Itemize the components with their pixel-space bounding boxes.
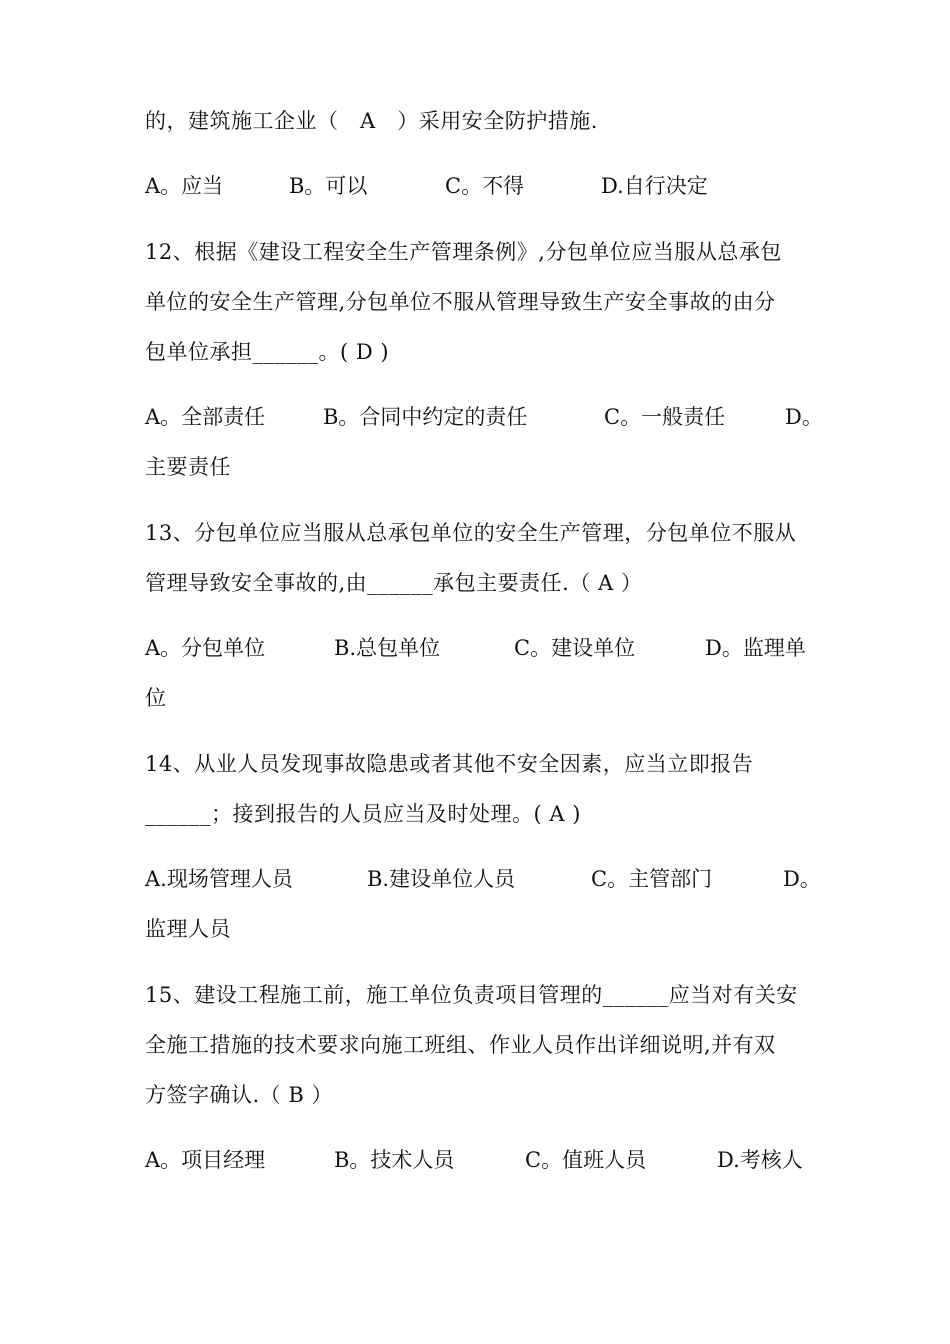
option-d: D。 xyxy=(785,405,823,429)
option-b: B。可以 xyxy=(289,174,368,198)
question-14-options xyxy=(145,864,821,894)
option-d: D。监理单 xyxy=(705,636,806,660)
option-d: D.自行决定 xyxy=(601,174,708,198)
option-c: C。一般责任 xyxy=(604,405,726,429)
option-a: A。应当 xyxy=(145,174,224,198)
option-b: B。技术人员 xyxy=(334,1148,455,1172)
option-d: D。 xyxy=(783,867,821,891)
question-13-options-wrap: 位 xyxy=(145,686,167,710)
question-13-line-2: 管理导致安全事故的,由______承包主要责任.（ A ） xyxy=(145,571,643,595)
question-11-tail: 的，建筑施工企业（ A ）采用安全防护措施. xyxy=(145,109,598,133)
option-c: C。不得 xyxy=(445,174,525,198)
question-13-line-1: 13、分包单位应当服从总承包单位的安全生产管理，分包单位不服从 xyxy=(145,521,797,545)
question-15-options xyxy=(145,1145,807,1175)
option-a: A。全部责任 xyxy=(145,405,266,429)
option-c: C。值班人员 xyxy=(525,1148,647,1172)
option-a: A。项目经理 xyxy=(145,1148,266,1172)
question-15-line-1: 15、建设工程施工前，施工单位负责项目管理的______应当对有关安 xyxy=(145,983,798,1007)
question-12-line-1: 12、根据《建设工程安全生产管理条例》,分包单位应当服从总承包 xyxy=(145,240,782,264)
question-13-options xyxy=(145,633,807,663)
option-c: C。主管部门 xyxy=(591,867,713,891)
option-a: A.现场管理人员 xyxy=(145,867,293,891)
option-d: D.考核人 xyxy=(717,1148,803,1172)
question-14-line-2: ______；接到报告的人员应当及时处理。( A ) xyxy=(145,802,581,826)
option-b: B.总包单位 xyxy=(334,636,441,660)
option-b: B.建设单位人员 xyxy=(367,867,516,891)
question-11-options xyxy=(145,171,807,201)
question-12-options xyxy=(145,402,823,432)
question-12-line-3: 包单位承担______。( D ) xyxy=(145,340,390,364)
option-a: A。分包单位 xyxy=(145,636,266,660)
option-c: C。建设单位 xyxy=(514,636,636,660)
option-b: B。合同中约定的责任 xyxy=(323,405,528,429)
question-15-line-2: 全施工措施的技术要求向施工班组、作业人员作出详细说明,并有双 xyxy=(145,1033,776,1057)
question-12-options-wrap: 主要责任 xyxy=(145,455,231,479)
question-14-line-1: 14、从业人员发现事故隐患或者其他不安全因素，应当立即报告 xyxy=(145,752,754,776)
question-14-options-wrap: 监理人员 xyxy=(145,917,231,941)
question-12-line-2: 单位的安全生产管理,分包单位不服从管理导致生产安全事故的由分 xyxy=(145,290,776,314)
question-15-line-3: 方签字确认.（ B ） xyxy=(145,1083,333,1107)
